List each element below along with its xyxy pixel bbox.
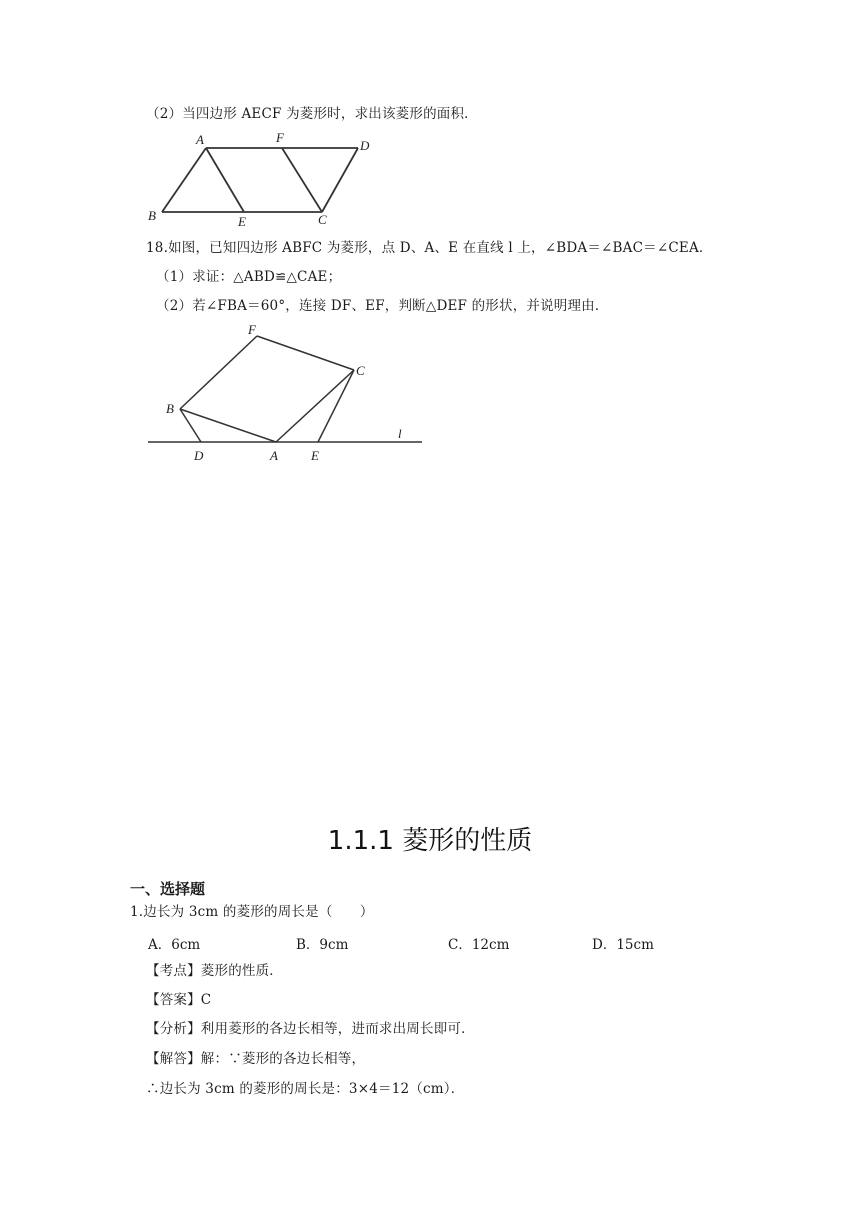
segment-DC bbox=[322, 148, 358, 212]
label-A: A bbox=[270, 448, 278, 463]
q1-kaodian: 【考点】菱形的性质． bbox=[146, 963, 283, 979]
section-heading: 一、选择题 bbox=[130, 880, 206, 898]
segment-FC bbox=[282, 148, 322, 212]
label-C: C bbox=[318, 212, 327, 227]
q17-parallelogram-figure bbox=[140, 128, 380, 228]
q18-part2: （2）若∠FBA＝60°，连接 DF、EF，判断△DEF 的形状，并说明理由． bbox=[156, 298, 609, 314]
q1-option-c: C．12cm bbox=[448, 937, 510, 953]
q18-stem: 18.如图，已知四边形 ABFC 为菱形，点 D、A、E 在直线 l 上，∠BDA＝∠BAC＝∠CEA． bbox=[146, 240, 713, 256]
segment-AC bbox=[276, 370, 354, 442]
q1-option-d: D．15cm bbox=[592, 937, 654, 953]
q1-option-a: A．6cm bbox=[148, 937, 201, 953]
label-D: D bbox=[194, 448, 204, 463]
q1-conclusion: ∴边长为 3cm 的菱形的周长是：3×4＝12（cm）． bbox=[146, 1081, 465, 1097]
q17-part2: （2）当四边形 AECF 为菱形时，求出该菱形的面积． bbox=[146, 106, 478, 122]
label-D: D bbox=[360, 138, 370, 153]
section-title: 1.1.1 菱形的性质 bbox=[327, 826, 533, 856]
q1-option-b: B．9cm bbox=[296, 937, 349, 953]
segment-BD bbox=[180, 409, 201, 442]
segment-AE bbox=[206, 148, 244, 212]
segment-BA bbox=[180, 409, 276, 442]
q1-answer: 【答案】C bbox=[146, 992, 212, 1008]
label-E: E bbox=[311, 448, 319, 463]
q18-part1: （1）求证：△ABD≌△CAE； bbox=[156, 269, 342, 285]
label-F: F bbox=[248, 322, 256, 337]
label-C: C bbox=[356, 363, 365, 378]
q1-analysis: 【分析】利用菱形的各边长相等，进而求出周长即可． bbox=[146, 1021, 475, 1037]
label-A: A bbox=[196, 132, 204, 147]
label-l: l bbox=[398, 426, 402, 441]
segment-AB bbox=[162, 148, 206, 212]
segment-BF bbox=[180, 336, 257, 409]
label-B: B bbox=[166, 401, 174, 416]
q18-rhombus-figure bbox=[140, 320, 440, 470]
label-B: B bbox=[148, 208, 156, 223]
q1-stem: 1.边长为 3cm 的菱形的周长是（ ） bbox=[130, 904, 374, 920]
segment-CE bbox=[318, 370, 354, 442]
label-F: F bbox=[276, 130, 284, 145]
label-E: E bbox=[238, 214, 246, 229]
segment-FC bbox=[257, 336, 354, 370]
q1-solution: 【解答】解：∵菱形的各边长相等， bbox=[146, 1051, 366, 1067]
